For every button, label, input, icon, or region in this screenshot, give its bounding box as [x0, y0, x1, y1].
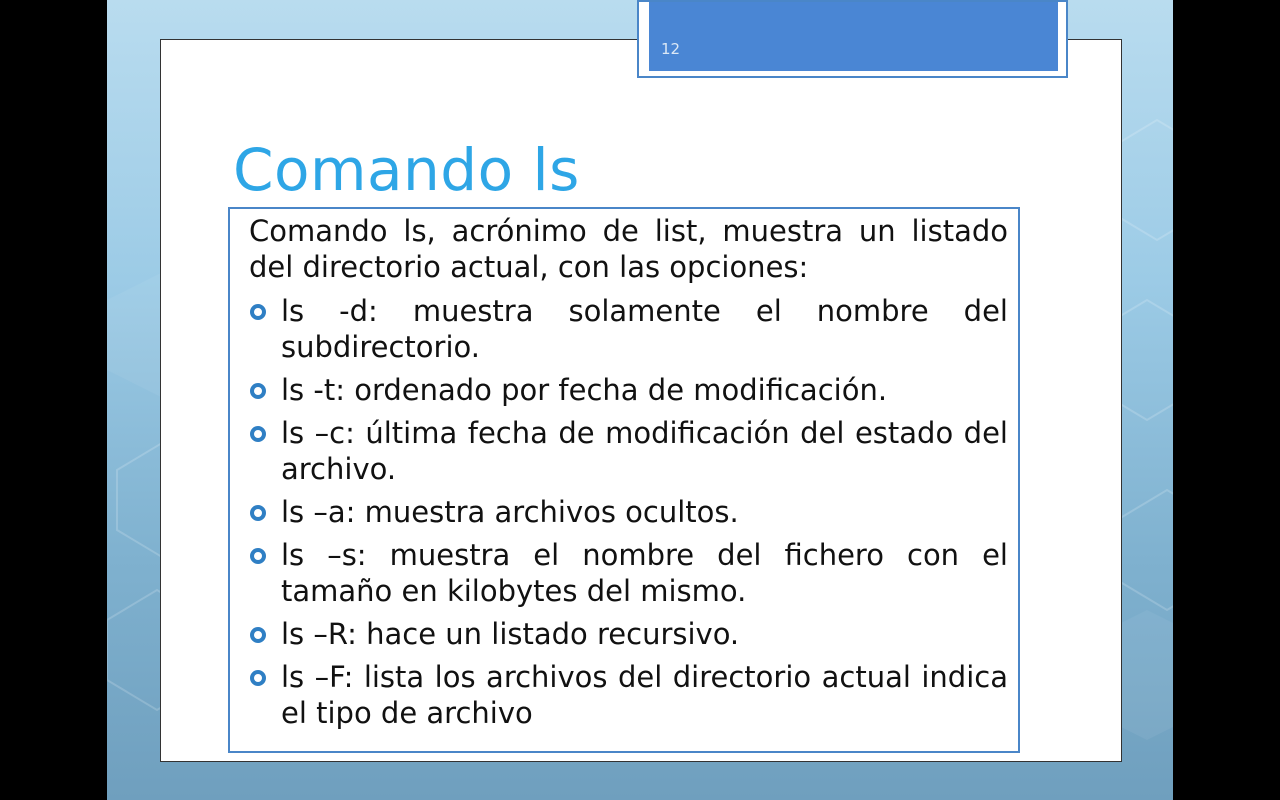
slide-number: 12	[661, 40, 681, 58]
ring-bullet-icon	[250, 627, 266, 643]
slide-number-frame	[637, 0, 1068, 78]
option-text: ls –a: muestra archivos ocultos.	[281, 495, 739, 529]
option-text: ls –F: lista los archivos del directorio actual indica el tipo de archivo	[281, 660, 1008, 730]
option-text: ls -d: muestra solamente el nombre del subdirectorio.	[281, 294, 1008, 364]
list-item	[249, 293, 1008, 365]
ring-bullet-icon	[250, 426, 266, 442]
intro-paragraph: Comando ls, acrónimo de list, muestra un listado del directorio actual, con las opciones:	[249, 214, 1008, 284]
options-list	[249, 293, 1008, 731]
slide	[107, 0, 1173, 800]
list-item	[249, 616, 1008, 652]
option-text: ls –c: última fecha de modificación del estado del archivo.	[281, 416, 1008, 486]
ring-bullet-icon	[250, 304, 266, 320]
option-text: ls –R: hace un listado recursivo.	[281, 617, 740, 651]
ring-bullet-icon	[250, 383, 266, 399]
list-item	[249, 372, 1008, 408]
list-item	[249, 415, 1008, 487]
option-text: ls -t: ordenado por fecha de modificación.	[281, 373, 888, 407]
ring-bullet-icon	[250, 548, 266, 564]
option-text: ls –s: muestra el nombre del fichero con el tamaño en kilobytes del mismo.	[281, 538, 1008, 608]
slide-content-card	[160, 39, 1122, 762]
list-item	[249, 659, 1008, 731]
ring-bullet-icon	[250, 505, 266, 521]
content-box	[228, 207, 1020, 753]
slide-title: Comando ls	[233, 136, 580, 204]
list-item	[249, 537, 1008, 609]
slide-number-banner	[649, 2, 1058, 71]
list-item	[249, 494, 1008, 530]
ring-bullet-icon	[250, 670, 266, 686]
